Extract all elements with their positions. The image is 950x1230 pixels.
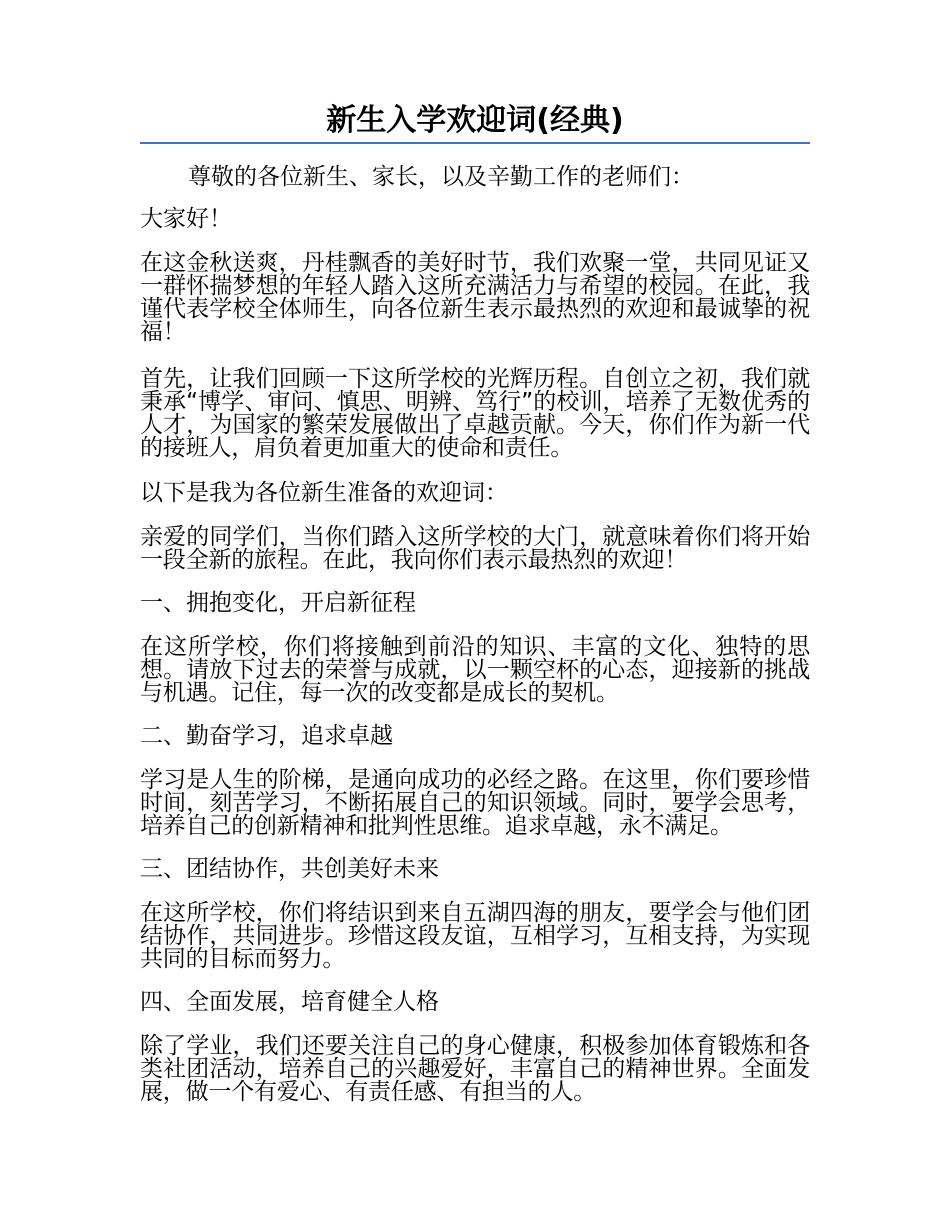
greeting: 大家好！ — [140, 206, 232, 232]
section-heading-2: 二、勤奋学习，追求卓越 — [140, 723, 393, 749]
paragraph-change: 在这所学校，你们将接触到前沿的知识、丰富的文化、独特的思想。请放下过去的荣誉与成就，以一颗空杯的心态，迎接新的挑战与机遇。记住，每一次的改变都是成长的契机。 — [140, 634, 810, 706]
paragraph-history: 首先，让我们回顾一下这所学校的光辉历程。自创立之初，我们就秉承“博学、审问、慎思、明辨、笃行”的校训，培养了无数优秀的人才，为国家的繁荣发展做出了卓越贡献。今天，你们作为新一代的接班人，肩负着更加重大的使命和责任。 — [140, 366, 810, 461]
paragraph-development: 除了学业，我们还要关注自己的身心健康，积极参加体育锻炼和各类社团活动，培养自己的兴趣爱好，丰富自己的精神世界。全面发展，做一个有爱心、有责任感、有担当的人。 — [140, 1033, 810, 1105]
intro-line: 以下是我为各位新生准备的欢迎词： — [140, 480, 508, 506]
document-page — [140, 100, 810, 1104]
title-block — [140, 100, 810, 144]
section-heading-1: 一、拥抱变化，开启新征程 — [140, 590, 416, 616]
paragraph-teamwork: 在这所学校，你们将结识到来自五湖四海的朋友，要学会与他们团结协作，共同进步。珍惜这段友谊，互相学习，互相支持，为实现共同的目标而努力。 — [140, 900, 810, 972]
paragraph-study: 学习是人生的阶梯，是通向成功的必经之路。在这里，你们要珍惜时间，刻苦学习，不断拓展自己的知识领域。同时，要学会思考，培养自己的创新精神和批判性思维。追求卓越，永不满足。 — [140, 767, 810, 839]
section-heading-4: 四、全面发展，培育健全人格 — [140, 989, 439, 1015]
salutation: 尊敬的各位新生、家长，以及辛勤工作的老师们： — [188, 164, 694, 190]
paragraph-welcome: 在这金秋送爽，丹桂飘香的美好时节，我们欢聚一堂，共同见证又一群怀揣梦想的年轻人踏入这所充满活力与希望的校园。在此，我谨代表学校全体师生，向各位新生表示最热烈的欢迎和最诚挚的祝福！ — [140, 250, 810, 345]
section-heading-3: 三、团结协作，共创美好未来 — [140, 856, 439, 882]
document-title: 新生入学欢迎词(经典) — [326, 103, 624, 138]
paragraph-journey: 亲爱的同学们，当你们踏入这所学校的大门，就意味着你们将开始一段全新的旅程。在此，我向你们表示最热烈的欢迎！ — [140, 524, 810, 573]
